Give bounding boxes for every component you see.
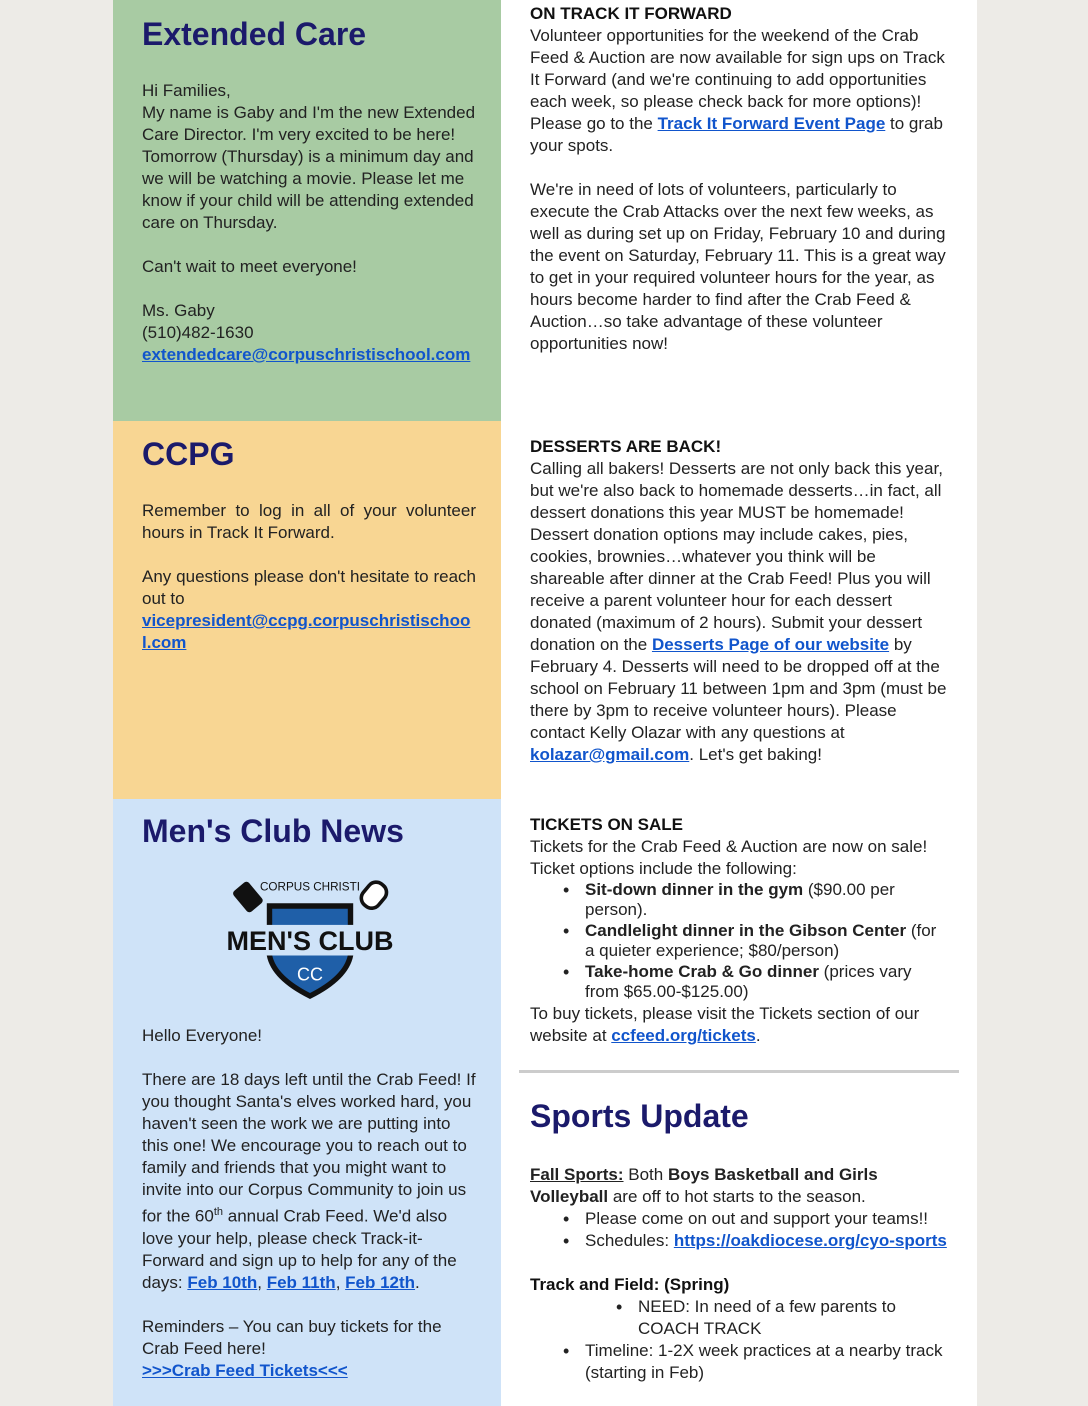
feb-12-link[interactable]: Feb 12th — [345, 1272, 416, 1292]
crab-feed-tickets-link[interactable]: >>>Crab Feed Tickets<<< — [142, 1360, 348, 1380]
ccpg-title: CCPG — [142, 436, 235, 472]
feb-11-link[interactable]: Feb 11th — [266, 1272, 336, 1292]
track-field-title: Track and Field: (Spring) — [530, 1275, 730, 1294]
ccfeed-tickets-link[interactable]: ccfeed.org/tickets — [611, 1026, 756, 1045]
greeting: Hi Families, — [142, 81, 231, 100]
tickets-title: TICKETS ON SALE — [530, 815, 684, 834]
mens-club-title: Men's Club News — [142, 813, 404, 849]
reminders: Reminders – You can buy tickets for the Crab Feed here! — [142, 1316, 442, 1358]
logo-main-text: MEN'S CLUB — [226, 926, 394, 957]
list-item: • NEED: In need of a few parents to COACH TRACK — [530, 1296, 950, 1340]
ccpg-questions: Any questions please don't hesitate to reach out to — [142, 567, 476, 608]
kolazar-email-link[interactable]: kolazar@gmail.com — [530, 745, 690, 764]
desserts-page-link[interactable]: Desserts Page of our website — [651, 635, 890, 654]
tickets-section — [530, 814, 950, 1047]
ccpg-email-link[interactable]: vicepresident@ccpg.corpuschristischool.com — [142, 611, 471, 652]
extended-care-email-link[interactable]: extendedcare@corpuschristischool.com — [142, 345, 471, 364]
schedules-link[interactable]: https://oakdiocese.org/cyo-sports — [673, 1231, 947, 1250]
desserts-title: DESSERTS ARE BACK! — [530, 437, 722, 456]
track-it-forward-link[interactable]: Track It Forward Event Page — [657, 114, 886, 133]
list-item: • Timeline: 1-2X week practices at a nearby track (starting in Feb) — [530, 1340, 950, 1384]
right-column — [501, 0, 977, 1406]
track-volunteers: We're in need of lots of volunteers, particularly to execute the Crab Attacks over the next few weeks, as well as during set up on Friday, February 10 and during the event on Saturday, February 11. This is a great way to get in your required volunteer hours for the year, as hours become harder to find after the Crab Feed & Auction…so take advantage of these volunteer opportunities now! — [530, 180, 946, 353]
track-body: Volunteer opportunities for the weekend of the Crab Feed & Auction are now available for sign ups on Track It Forward (and we're continuing to add opportunities each week, so please check back for more options)! Please go to the Track It Forward Event Page to grab your spots. — [530, 26, 945, 155]
sports-title: Sports Update — [530, 1098, 749, 1134]
extended-care-section — [113, 0, 501, 421]
ccpg-text: Remember to log in all of your volunteer hours in Track It Forward. — [142, 501, 476, 542]
extended-care-body: My name is Gaby and I'm the new Extended Care Director. I'm very excited to be here! Tomorrow (Thursday) is a minimum day and we will be watching a movie. Please let me know if your child will be attending extended care on Thursday. — [142, 103, 476, 232]
ticket-options — [530, 880, 950, 1002]
mens-club-section — [113, 799, 501, 1406]
ticket-option: • Sit-down dinner in the gym ($90.00 per person). — [530, 880, 950, 920]
ccpg-section — [113, 421, 501, 799]
ticket-option: • Candlelight dinner in the Gibson Center (for a quieter experience; $80/person) — [530, 921, 950, 961]
track-it-forward-section — [530, 3, 950, 377]
logo-top-text: CORPUS CHRISTI — [259, 880, 361, 894]
extended-care-title: Extended Care — [142, 16, 367, 52]
sports-section — [530, 1098, 950, 1384]
tickets-intro: Tickets for the Crab Feed & Auction are now on sale! Ticket options include the following: — [530, 837, 928, 878]
track-title: ON TRACK IT FORWARD — [530, 4, 732, 23]
feb-10-link[interactable]: Feb 10th — [187, 1272, 258, 1292]
tickets-outro: To buy tickets, please visit the Tickets section of our website at ccfeed.org/tickets. — [530, 1004, 920, 1045]
fall-sports: Fall Sports: Both Boys Basketball and Girls Volleyball are off to hot starts to the season. — [530, 1165, 878, 1206]
closing: Can't wait to meet everyone! — [142, 257, 357, 276]
mens-club-logo — [220, 863, 400, 1003]
ticket-option: • Take-home Crab & Go dinner (prices vary from $65.00-$125.00) — [530, 962, 950, 1002]
phone: (510)482-1630 — [142, 323, 254, 342]
divider — [519, 1070, 959, 1073]
desserts-section — [530, 436, 950, 788]
list-item: • Please come on out and support your teams!! — [530, 1208, 950, 1230]
list-item: • Schedules: https://oakdiocese.org/cyo-sports — [530, 1230, 950, 1252]
signature: Ms. Gaby — [142, 301, 215, 320]
logo-monogram: CC — [297, 964, 323, 985]
desserts-body: Calling all bakers! Desserts are not only back this year, but we're also back to homemade desserts…in fact, all dessert donations this year MUST be homemade! Dessert donation options may include cakes, pies, cookies, brownies…whatever you think will be shareable after dinner at the Crab Feed! Plus you will receive a parent volunteer hour for each dessert donated (maximum of 2 hours). Submit your dessert donation on the Desserts Page of our website by February 4. Desserts will need to be dropped off at the school on February 11 between 1pm and 3pm (must be there by 3pm to receive volunteer hours). Please contact Kelly Olazar with any questions at kolazar@gmail.com. Let's get baking! — [530, 459, 947, 764]
mens-club-body: There are 18 days left until the Crab Feed! If you thought Santa's elves worked hard, you haven't seen the work we are putting into this one! We encourage you to reach out to family and friends that you might want to invite into our Corpus Community to join us for the 60th annual Crab Feed. We'd also love your help, please check Track-it-Forward and sign up to help for any of the days: Feb 10th, Feb 11th, Feb 12th. — [142, 1070, 476, 1292]
mens-club-greeting: Hello Everyone! — [142, 1026, 263, 1045]
